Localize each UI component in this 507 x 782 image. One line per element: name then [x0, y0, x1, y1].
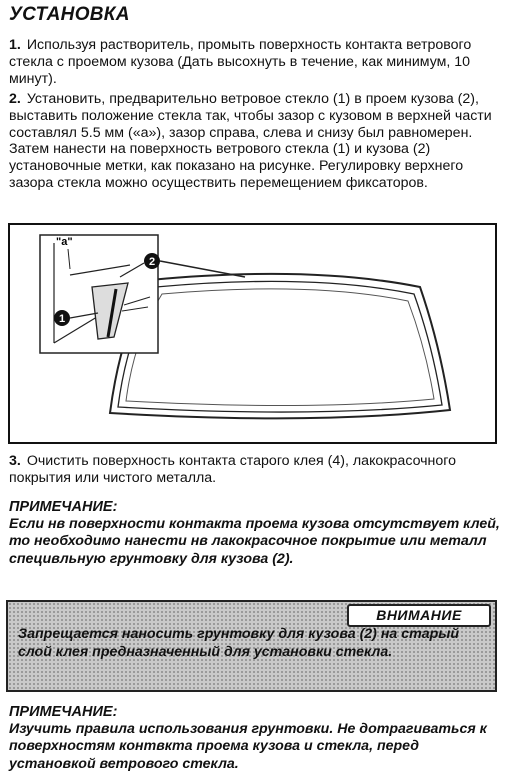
note-2-title: ПРИМЕЧАНИЕ: [9, 704, 118, 720]
callout-1-label: 1 [59, 313, 66, 325]
step-1 [9, 37, 499, 87]
body-opening-outline [126, 289, 434, 406]
note-1-text: Если нв поверхности контакта проема кузова отсутствует клей, то необходимо нанести нв лакокрасочное покрытие или металл специвльную грунтовку для кузова (2). [9, 516, 500, 567]
step-3-text: Очистить поверхность контакта старого клея (4), лакокрасочного покрытия или чистого металла. [9, 453, 457, 486]
step-1-number: 1. [9, 37, 21, 53]
step-1-text: Используя растворитель, промыть поверхность контакта ветрового стекла с проемом кузова (Дать высохнуть в течение, как минимум, 10 минут). [9, 37, 472, 87]
callout-2-leader [160, 261, 245, 277]
section-heading: УСТАНОВКА [9, 4, 130, 25]
step-2-text: Установить, предварительно ветровое стекло (1) в проем кузова (2), выставить положение стекла так, чтобы зазор с кузовом в верхней части составлял 5.5 мм («а»), зазор справа, слева и снизу был равномерен. Затем нанести на поверхность ветрового стекла (1) и кузова (2) установочные метки, как показано на рисунке. Регулировку верхнего зазора стекла можно осуществить перемещением фиксаторов. [9, 91, 492, 191]
step-2-number: 2. [9, 91, 21, 107]
step-2 [9, 91, 499, 192]
glass-outline-inner [118, 281, 442, 412]
label-a: "a" [56, 236, 73, 248]
warning-text: Запрещается наносить грунтовку для кузова (2) на старый слой клея предназначенный для установки стекла. [18, 626, 460, 660]
callout-2-label: 2 [149, 256, 156, 268]
windshield-diagram [10, 225, 495, 442]
warning-box [6, 600, 497, 692]
windshield-installation-figure [8, 223, 497, 444]
step-3 [9, 453, 499, 487]
step-3-number: 3. [9, 453, 21, 469]
note-1-title: ПРИМЕЧАНИЕ: [9, 499, 118, 515]
note-2-text: Изучить правила использования грунтовки. Не дотрагиваться к поверхностям контвкта проема кузова и стекла, перед установкой ветрового стекла. [9, 721, 487, 772]
warning-badge: ВНИМАНИЕ [347, 604, 491, 627]
